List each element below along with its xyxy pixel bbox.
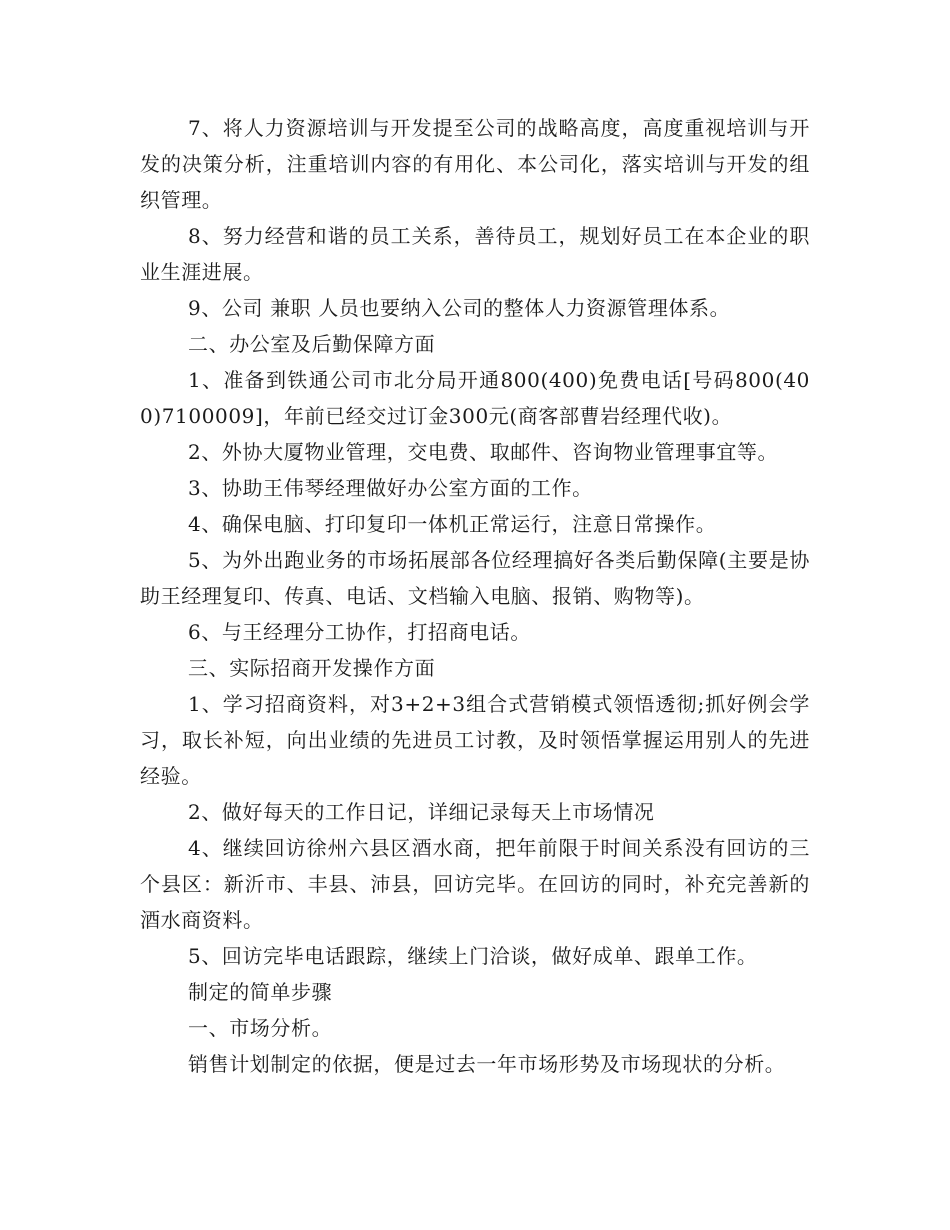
paragraph-invest-5-followup: 5、回访完毕电话跟踪，继续上门洽谈，做好成单、跟单工作。 <box>188 944 758 968</box>
paragraph-8-employee-relations: 8、努力经营和谐的员工关系，善待员工，规划好员工在本企业的职业生涯进展。 <box>140 224 810 284</box>
paragraph-office-5-logistics: 5、为外出跑业务的市场拓展部各位经理搞好各类后勤保障(主要是协助王经理复印、传真、电话、文档输入电脑、报销、购物等)。 <box>140 548 810 608</box>
paragraph-invest-4-revisit: 4、继续回访徐州六县区酒水商，把年前限于时间关系没有回访的三个县区：新沂市、丰县、沛县，回访完毕。在回访的同时，补充完善新的酒水商资料。 <box>140 836 810 932</box>
heading-simple-steps: 制定的简单步骤 <box>188 980 333 1004</box>
paragraph-office-2-property: 2、外协大厦物业管理，交电费、取邮件、咨询物业管理事宜等。 <box>188 440 779 464</box>
paragraph-invest-1-study: 1、学习招商资料，对3+2+3组合式营销模式领悟透彻;抓好例会学习，取长补短，向出业绩的先进员工讨教，及时领悟掌握运用别人的先进经验。 <box>140 692 810 788</box>
paragraph-office-3-assist: 3、协助王伟琴经理做好办公室方面的工作。 <box>188 476 593 500</box>
paragraph-office-4-equipment: 4、确保电脑、打印复印一体机正常运行，注意日常操作。 <box>188 512 717 536</box>
paragraph-office-6-calls: 6、与王经理分工协作，打招商电话。 <box>188 620 531 644</box>
paragraph-invest-2-diary: 2、做好每天的工作日记，详细记录每天上市场情况 <box>188 800 655 824</box>
paragraph-sales-plan-basis: 销售计划制定的依据，便是过去一年市场形势及市场现状的分析。 <box>188 1052 786 1076</box>
heading-market-analysis: 一、市场分析。 <box>188 1016 333 1040</box>
paragraph-9-part-time: 9、公司 兼职 人员也要纳入公司的整体人力资源管理体系。 <box>188 296 731 320</box>
paragraph-office-1-phone: 1、准备到铁通公司市北分局开通800(400)免费电话[号码800(400)7100009]，年前已经交过订金300元(商客部曹岩经理代收)。 <box>140 368 810 428</box>
paragraph-7-training: 7、将人力资源培训与开发提至公司的战略高度，高度重视培训与开发的决策分析，注重培训内容的有用化、本公司化，落实培训与开发的组织管理。 <box>140 116 810 212</box>
section-heading-investment: 三、实际招商开发操作方面 <box>188 656 436 680</box>
section-heading-office: 二、办公室及后勤保障方面 <box>188 332 436 356</box>
document-page <box>140 110 810 1082</box>
